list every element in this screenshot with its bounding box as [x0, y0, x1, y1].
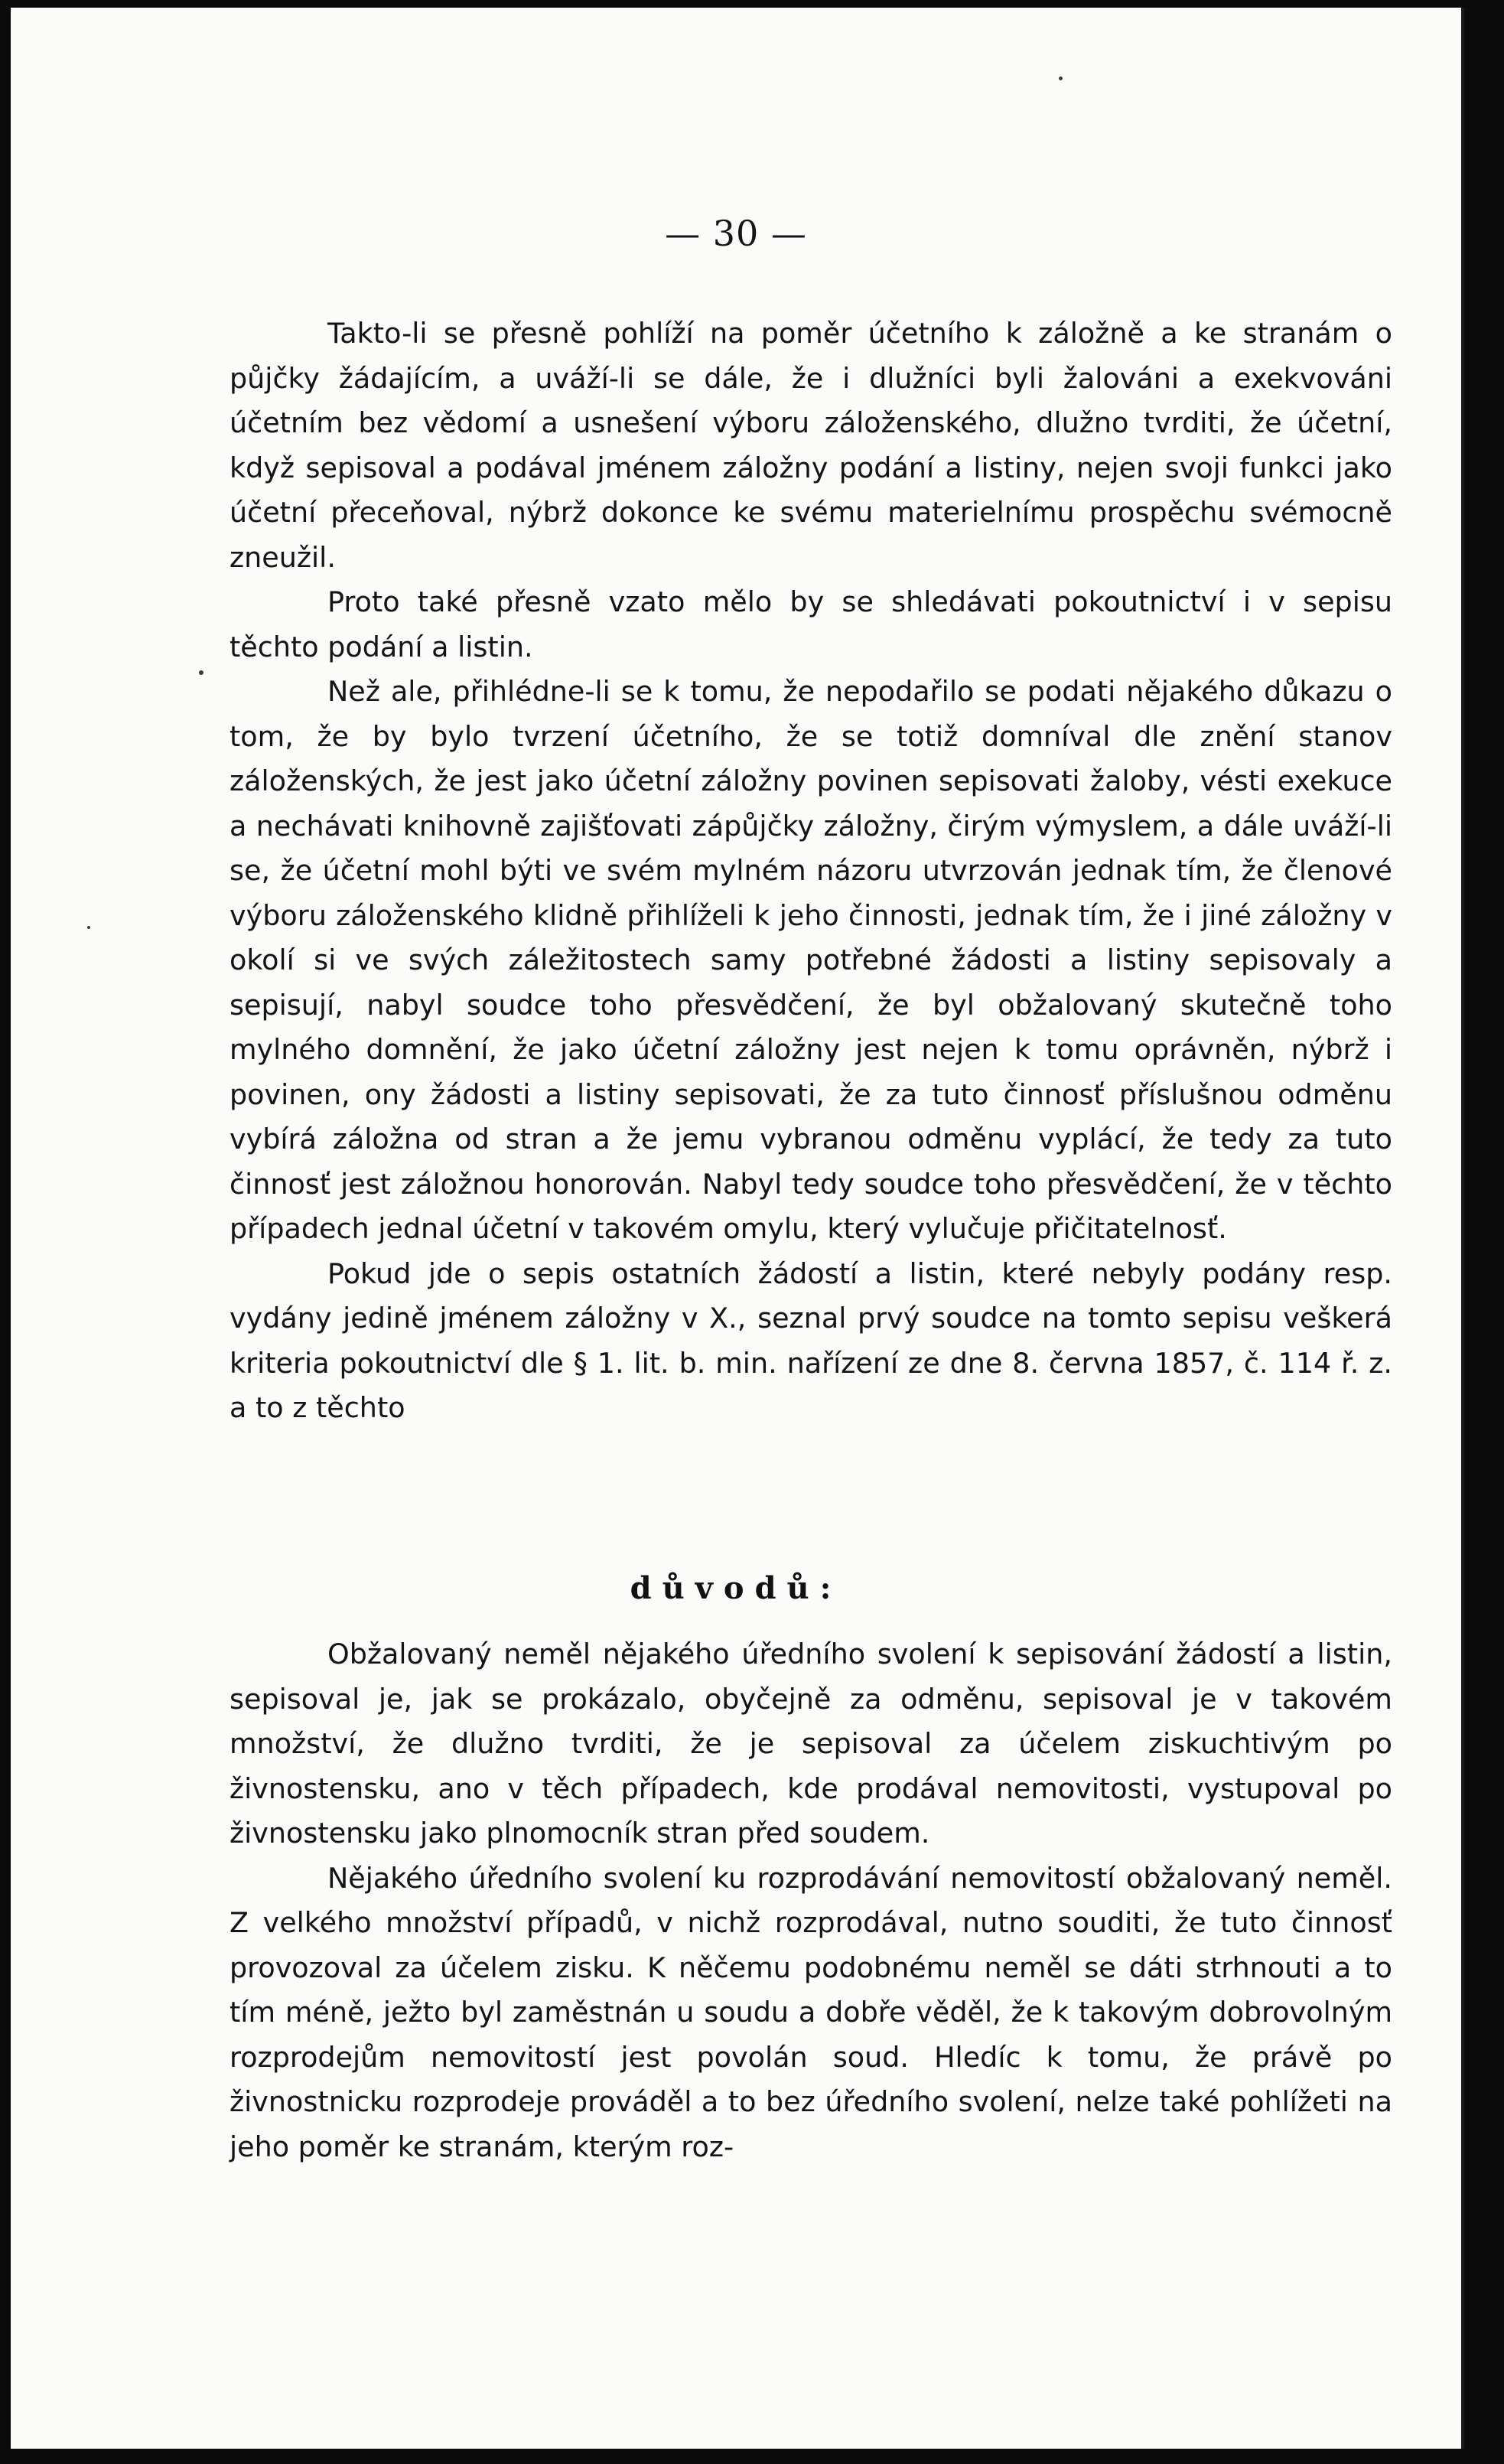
section-heading: důvodů:	[630, 1570, 842, 1606]
paragraph: Než ale, přihlédne-li se k tomu, že nepodařilo se podati nějakého důkazu o tom, že by bylo tvrzení účetního, že se totiž domníval dle znění stanov záloženských, že jest jako účetní záložny povinen sepisovati žaloby, vésti exekuce a nechávati knihovně zajišťovati zápůjčky záložny, čirým výmyslem, a dále uváží-li se, že účetní mohl býti ve svém mylném názoru utvrzován jednak tím, že členové výboru záloženského klidně přihlíželi k jeho činnosti, jednak tím, že i jiné záložny v okolí si ve svých záležitostech samy potřebné žádosti a listiny sepisovaly a sepisují, nabyl soudce toho přesvědčení, že byl obžalovaný skutečně toho mylného domnění, že jako účetní záložny jest nejen k tomu oprávněn, nýbrž i povinen, ony žádosti a listiny sepisovati, že za tuto činnosť příslušnou odměnu vybírá záložna od stran a že jemu vybranou odměnu vyplácí, že tedy za tuto činnosť jest záložnou honorován. Nabyl tedy soudce toho přesvědčení, že v těchto případech jednal účetní v takovém omylu, který vylučuje přičitatelnosť.	[230, 675, 1392, 1245]
scan-speck	[87, 926, 90, 929]
paragraph: Takto-li se přesně pohlíží na poměr účetního k záložně a ke stranám o půjčky žádajícím, a uváží-li se dále, že i dlužníci byli žalováni a exekvováni účetním bez vědomí a usnešení výboru záloženského, dlužno tvrditi, že účetní, když sepisoval a podával jménem záložny podání a listiny, nejen svoji funkci jako účetní přeceňoval, nýbrž dokonce ke svému materielnímu prospěchu svémocně zneužil.	[230, 317, 1392, 574]
document-page	[11, 8, 1464, 2449]
page-number: — 30 —	[665, 213, 807, 254]
paragraph: Nějakého úředního svolení ku rozprodávání nemovitostí obžalovaný neměl. Z velkého množství případů, v nichž rozprodával, nutno souditi, že tuto činnosť provozoval za účelem zisku. K něčemu podobnému neměl se dáti strhnouti a to tím méně, ježto byl zaměstnán u soudu a dobře věděl, že k takovým dobrovolným rozprodejům nemovitostí jest povolán soud. Hledíc k tomu, že právě po živnostnicku rozprodeje prováděl a to bez úředního svolení, nelze také pohlížeti na jeho poměr ke stranám, kterým roz-	[230, 1861, 1392, 2163]
text-block-upper	[230, 311, 1392, 1431]
paragraph: Obžalovaný neměl nějakého úředního svolení k sepisování žádostí a listin, sepisoval je, jak se prokázalo, obyčejně za odměnu, sepisoval je v takovém množství, že dlužno tvrditi, že je sepisoval za účelem ziskuchtivým po živnostensku, ano v těch případech, kde prodával nemovitosti, vystupoval po živnostensku jako plnomocník stran před soudem.	[230, 1638, 1392, 1850]
paragraph: Proto také přesně vzato mělo by se shledávati pokoutnictví i v sepisu těchto podání a listin.	[230, 585, 1392, 663]
paragraph: Pokud jde o sepis ostatních žádostí a listin, které nebyly podány resp. vydány jedině jménem záložny v X., seznal prvý soudce na tomto sepisu veškerá kriteria pokoutnictví dle § 1. lit. b. min. nařízení ze dne 8. června 1857, č. 114 ř. z. a to z těchto	[230, 1256, 1392, 1424]
scan-speck	[1059, 77, 1063, 80]
text-block-lower	[230, 1632, 1392, 2169]
scan-speck	[199, 670, 203, 675]
